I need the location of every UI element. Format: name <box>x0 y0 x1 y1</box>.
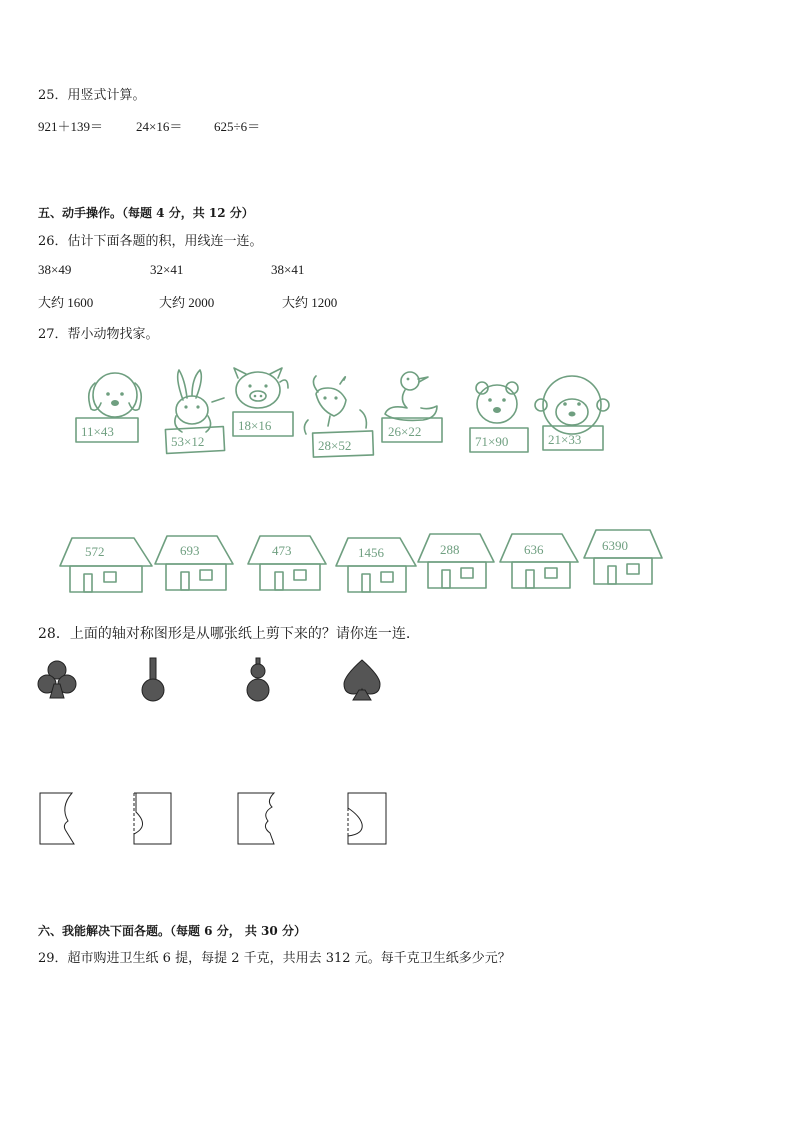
q26-estimate-2: 大约 2000 <box>159 295 215 310</box>
animal-label-7: 21×33 <box>548 432 582 447</box>
q27-title: 27．帮小动物找家。 <box>38 327 159 342</box>
animal-label-1: 11×43 <box>81 424 114 439</box>
q26-expr-3: 38×41 <box>271 262 305 277</box>
animal-label-6: 71×90 <box>475 434 509 449</box>
club-icon <box>38 661 76 698</box>
folded-paper-gourd <box>238 793 274 844</box>
q25-expr-2: 24×16＝ <box>136 119 183 134</box>
house-number-6: 636 <box>524 542 544 557</box>
house-number-2: 693 <box>180 543 200 558</box>
gourd-icon <box>247 658 269 701</box>
spade-icon <box>344 660 380 700</box>
q26-expr-2: 32×41 <box>150 262 184 277</box>
ladle-icon <box>142 658 164 701</box>
section6-title: 六、我能解决下面各题。（每题 6 分， 共 30 分） <box>38 924 306 938</box>
folded-paper-ladle <box>134 793 171 844</box>
q26-title: 26．估计下面各题的积，用线连一连。 <box>38 234 263 249</box>
section5-title: 五、动手操作。（每题 4 分，共 12 分） <box>38 206 254 220</box>
house-number-7: 6390 <box>602 538 628 553</box>
q25-expr-3: 625÷6＝ <box>214 119 261 134</box>
q29-title: 29．超市购进卫生纸 6 提，每提 2 千克，共用去 312 元。每千克卫生纸多少元？ <box>38 951 511 966</box>
house-number-4: 1456 <box>358 545 384 560</box>
q28-title: 28．上面的轴对称图形是从哪张纸上剪下来的？请你连一连. <box>38 626 411 642</box>
folded-paper-club <box>40 793 74 844</box>
q26-estimate-1: 大约 1600 <box>38 295 94 310</box>
animal-label-5: 26×22 <box>388 424 422 439</box>
animal-label-4: 28×52 <box>318 438 352 453</box>
animal-label-3: 18×16 <box>238 418 272 433</box>
folded-paper-spade <box>348 793 386 844</box>
q26-estimate-3: 大约 1200 <box>282 295 338 310</box>
house-number-3: 473 <box>272 543 292 558</box>
animal-label-2: 53×12 <box>171 434 205 449</box>
q25-expr-1: 921＋139＝ <box>38 119 104 134</box>
house-number-5: 288 <box>440 542 460 557</box>
house-number-1: 572 <box>85 544 105 559</box>
q25-title: 25．用竖式计算。 <box>38 88 146 103</box>
q26-expr-1: 38×49 <box>38 262 72 277</box>
